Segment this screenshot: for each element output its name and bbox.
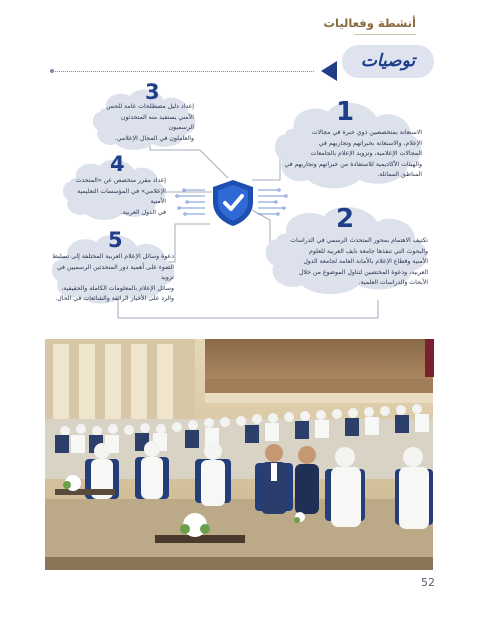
text-line: الإعلامي» في المؤسسات التعليمية الأمنية: [77, 187, 166, 206]
recommendation-5-number: 5: [108, 228, 123, 252]
recommendation-1-text: [276, 128, 422, 181]
text-line: الاستعانة بمتخصصين ذوي خبرة في مجالات: [311, 129, 422, 136]
text-line: الإعلام، والاستعانة بخبراتهم وتجاربهم في: [318, 139, 422, 147]
recommendation-3-number: 3: [145, 80, 160, 104]
text-line: في الدول العربية.: [120, 208, 166, 216]
recommendation-4-text: [66, 176, 166, 218]
text-line: والبحوث التي تنفذها جامعة نايف العربية للعلوم: [309, 247, 428, 255]
text-line: الأمني يستفيد منه المتحدثون الرسميون: [120, 113, 194, 132]
recommendations-title: توصيات: [360, 51, 416, 71]
text-line: تكثيف الاهتمام بمحور المتحدث الرسمي في الدراسات: [290, 237, 428, 244]
conference-photo: [45, 339, 433, 570]
recommendation-2-number: 2: [336, 204, 355, 234]
text-line: وسائل الإعلام بالمعلومات الكاملة والحقيقية،: [61, 284, 174, 292]
recommendation-2-text: [266, 236, 428, 289]
text-line: والرد على الأخبار الزائفة والشائعات في الحال.: [55, 295, 174, 303]
photo-accent-bar: [425, 339, 434, 377]
text-line: دعوة وسائل الإعلام العربية المختلفة إلى تسليط: [52, 253, 174, 260]
text-line: الأبحاث والدراسات العلمية.: [358, 279, 428, 287]
text-line: إعداد مقرر متخصص عن «المتحدث: [75, 177, 166, 184]
text-line: المناطق المماثلة.: [377, 171, 422, 179]
conference-photo-illustration: [45, 339, 433, 570]
text-line: إعداد دليل مصطلحات عامة للحس: [106, 103, 194, 110]
recommendation-5-text: [52, 252, 174, 305]
recommendation-3-text: [96, 102, 194, 144]
page-number: 52: [421, 576, 435, 589]
text-line: والعاملون في المجال الإعلامي.: [114, 134, 194, 142]
shield-check-icon: [208, 178, 258, 228]
text-line: الضوء على أهمية دور المتحدثين الرسميين في تزويد: [56, 263, 174, 282]
recommendation-1-number: 1: [336, 97, 355, 127]
recommendation-4-number: 4: [110, 152, 125, 176]
text-line: الأمنية وقطاع الإعلام بالأمانة العامة لجامعة الدول: [303, 258, 428, 266]
text-line: العربية، ودعوة المختصين لتناول الموضوع من خلال: [298, 268, 428, 276]
text-line: والهيئات الأكاديمية للاستفادة من خبراتهم وتجاربهم في: [284, 160, 422, 168]
section-title: أنشطة وفعاليات: [323, 16, 416, 30]
text-line: المجالات الإعلامية، وتزويد الإعلام بالجامعات: [310, 150, 422, 158]
